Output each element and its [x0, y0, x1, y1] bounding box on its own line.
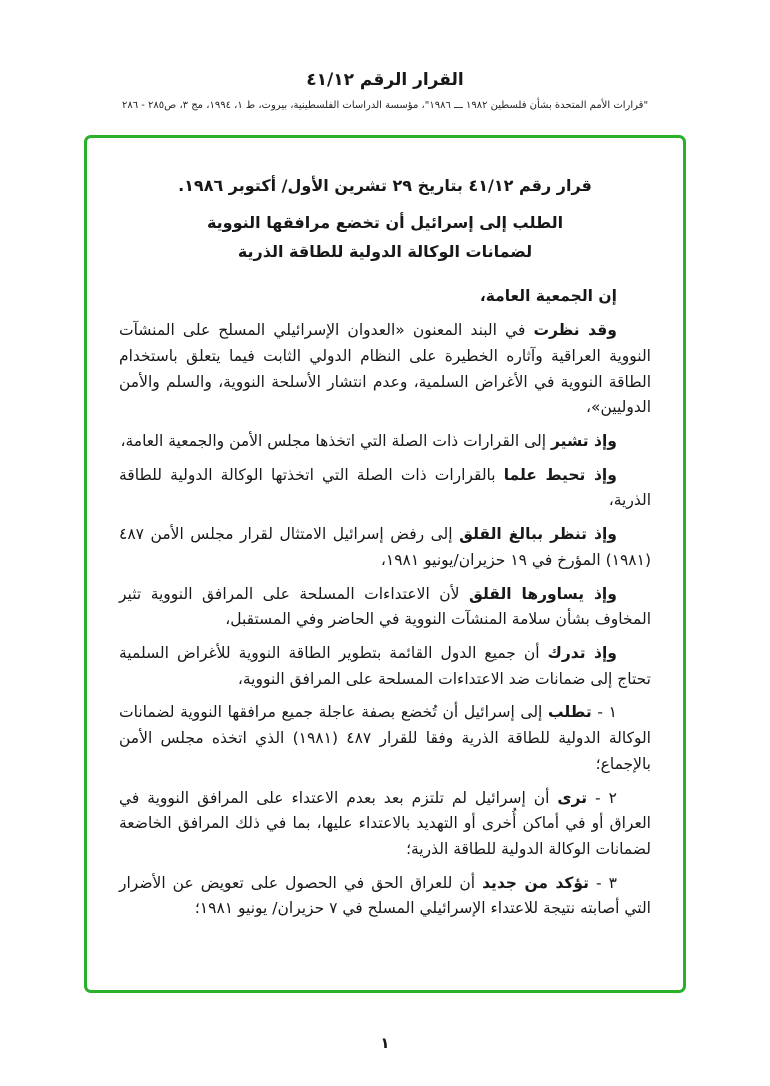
document-frame: [84, 135, 686, 993]
paragraph-text: في البند المعنون «العدوان الإسرائيلي المسلح على المنشآت النووية العراقية وآثاره الخطيرة على النظام الدولي الثابت فيما يتعلق باستخدام الطاقة النووية في الأغراض السلمية، وعدم انتشار الأسلحة النووية، والسلم والأمن الدوليين»،: [119, 321, 651, 417]
opening-line: إن الجمعية العامة،: [479, 287, 617, 306]
paragraph-lead: تؤكد من جديد: [482, 873, 589, 892]
page-header: [0, 70, 770, 111]
paragraph-text: بالقرارات ذات الصلة التي اتخذتها الوكالة الدولية للطاقة الذرية،: [119, 465, 651, 510]
paragraph-lead: وإذ تحيط علما: [503, 465, 617, 484]
preamble-paragraph: [119, 318, 651, 421]
preamble-paragraph: [119, 522, 651, 573]
resolution-title-block: [119, 172, 651, 266]
paragraph-number: ١ -: [591, 703, 617, 722]
resolution-body: [119, 284, 651, 922]
resolution-subtitle-line2: لضمانات الوكالة الدولية للطاقة الذرية: [237, 241, 533, 261]
source-citation: "قرارات الأمم المتحدة بشأن فلسطين ١٩٨٢ ـــ ١٩٨٦"، مؤسسة الدراسات الفلسطينية، بيروت، ط ١، ١٩٩٤، مج ٣، ص٢٨٥ - ٢٨٦: [121, 100, 649, 111]
resolution-number-heading: القرار الرقم ٤١/١٢: [306, 70, 464, 90]
operative-paragraph: [119, 786, 651, 863]
paragraph-text: لأن الاعتداءات المسلحة على المرافق النووية تثير المخاوف بشأن سلامة المنشآت النووية في الحاضر وفي المستقبل،: [119, 584, 651, 629]
preamble-paragraph: [119, 463, 651, 514]
paragraph-lead: وإذ تدرك: [547, 644, 617, 663]
preamble-paragraph: [119, 641, 651, 692]
page-footer: [0, 1033, 770, 1052]
paragraph-text: إلى القرارات ذات الصلة التي اتخذها مجلس الأمن والجمعية العامة،: [120, 431, 552, 450]
preamble-paragraph: [119, 429, 651, 455]
operative-paragraph: [119, 871, 651, 922]
paragraph-lead: وقد نظرت: [533, 321, 617, 340]
paragraph-lead: ترى: [557, 788, 588, 807]
preamble-paragraph: [119, 582, 651, 633]
paragraph-number: ٣ -: [588, 873, 617, 892]
paragraph-lead: وإذ تشير: [551, 431, 617, 450]
paragraph-text: أن جميع الدول القائمة بتطوير الطاقة النووية للأغراض السلمية تحتاج إلى ضمانات ضد الاعتداءات المسلحة على المرافق النووية،: [119, 644, 651, 688]
paragraph-text: أن للعراق الحق في الحصول على تعويض عن الأضرار التي أصابته نتيجة للاعتداء الإسرائيلي المسلح في ٧ حزيران/ يونيو ١٩٨١؛: [119, 873, 651, 918]
paragraph-lead: وإذ يساورها القلق: [468, 584, 617, 603]
paragraph-text: إلى إسرائيل أن تُخضع بصفة عاجلة جميع مرافقها النووية لضمانات الوكالة الدولية للطاقة الذرية وفقا للقرار ٤٨٧ (١٩٨١) الذي اتخذه مجلس الأمن بالإجماع؛: [119, 703, 651, 773]
operative-paragraph: [119, 700, 651, 777]
paragraph-text: إلى رفض إسرائيل الامتثال لقرار مجلس الأمن ٤٨٧ (١٩٨١) المؤرخ في ١٩ حزيران/يونيو ١٩٨١،: [119, 525, 651, 569]
resolution-title: قرار رقم ٤١/١٢ بتاريخ ٢٩ تشرين الأول/ أكتوبر ١٩٨٦.: [178, 176, 592, 195]
paragraph-lead: وإذ تنظر ببالغ القلق: [459, 525, 617, 544]
paragraph-number: ٢ -: [587, 788, 617, 807]
resolution-subtitle-line1: الطلب إلى إسرائيل أن تخضع مرافقها النووية: [206, 212, 564, 232]
paragraph-lead: تطلب: [548, 703, 592, 722]
paragraph-text: أن إسرائيل لم تلتزم بعد بعدم الاعتداء على المرافق النووية في العراق أو في أماكن أُخرى أو التهديد بالاعتداء عليها، بما في ذلك المرافق الخاضعة لضمانات الوكالة الدولية للطاقة الذرية؛: [119, 788, 651, 859]
page-number: ١: [380, 1034, 390, 1052]
